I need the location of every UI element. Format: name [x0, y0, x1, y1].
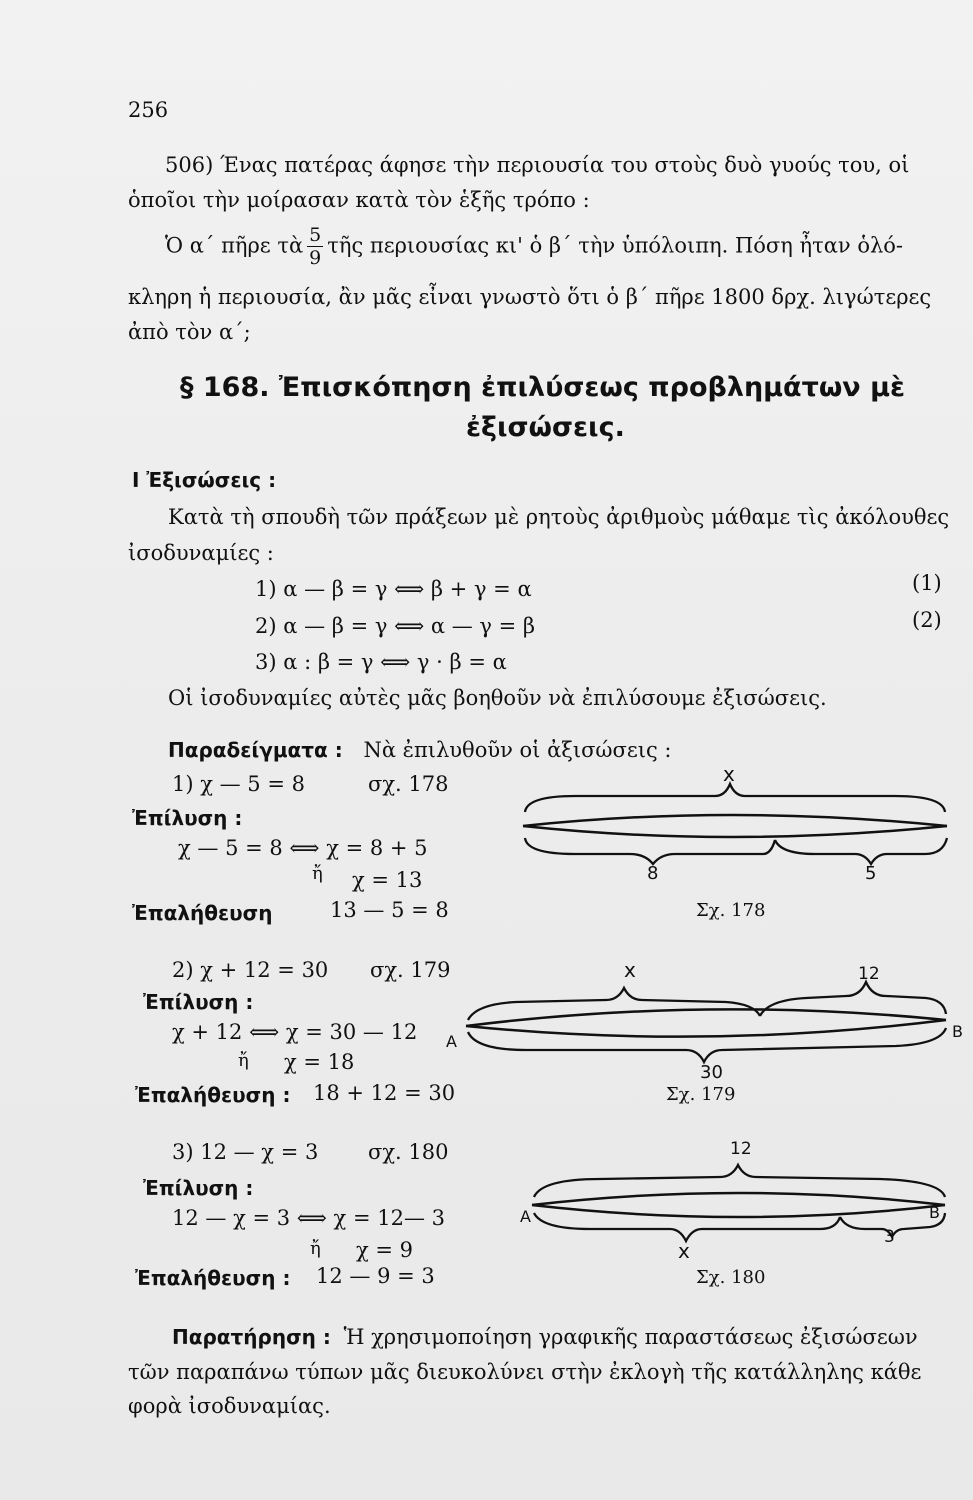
figure-180: [520, 1139, 965, 1275]
segment-lower-arc: [523, 826, 947, 837]
example-3-equation: 3) 12 — χ = 3: [172, 1140, 319, 1164]
problem-line-3-start: Ὁ α΄ πῆρε τὰ: [165, 233, 304, 258]
example-3-check: 12 — 9 = 3: [316, 1264, 435, 1288]
figure-178-label-8: 8: [647, 863, 659, 884]
example-1-equation: 1) χ — 5 = 8: [172, 772, 305, 796]
remark-line-2: τῶν παραπάνω τύπων μᾶς διευκολύνει στὴν ἐκλογὴ τῆς κατάλληλης κάθε: [128, 1360, 922, 1384]
fraction-denominator: 9: [309, 247, 322, 269]
equivalence-3: 3) α : β = γ ⟺ γ · β = α: [255, 650, 507, 674]
example-1-check: 13 — 5 = 8: [330, 898, 449, 922]
example-2-check: 18 + 12 = 30: [313, 1081, 456, 1105]
page-number: 256: [128, 98, 169, 122]
equivalences-help-text: Οἱ ἰσοδυναμίες αὐτὲς μᾶς βοηθοῦν νὰ ἐπιλύσουμε ἐξισώσεις.: [168, 686, 827, 710]
segment-upper-arc: [466, 1009, 946, 1026]
section-title-line-1: § 168. Ἐπισκόπηση ἐπιλύσεως προβλημάτων μὲ: [180, 372, 905, 403]
segment-lower-arc: [466, 1020, 946, 1037]
figure-180-caption: Σχ. 180: [696, 1267, 766, 1288]
brace-8: [525, 838, 775, 864]
remark-text-1: Ἡ χρησιμοποίηση γραφικῆς παραστάσεως ἐξισώσεων: [343, 1325, 918, 1349]
figure-179: [446, 958, 966, 1083]
brace-5: [775, 838, 947, 864]
remark-label: Παρατήρηση :: [172, 1325, 331, 1349]
example-1-solution-label: Ἐπίλυση :: [132, 806, 243, 830]
figure-180-label-12: 12: [730, 1139, 752, 1159]
example-2-step-1: χ + 12 ⟺ χ = 30 — 12: [172, 1020, 418, 1044]
figure-180-label-b: B: [929, 1203, 940, 1222]
example-1-step-1: χ — 5 = 8 ⟺ χ = 8 + 5: [178, 836, 428, 860]
example-1-step-2: χ = 13: [352, 868, 423, 892]
figure-179-label-x: x: [624, 958, 636, 982]
equivalence-2-number: (2): [912, 608, 942, 632]
example-2-solution-label: Ἐπίλυση :: [143, 990, 254, 1014]
segment-lower-arc: [532, 1205, 945, 1217]
figure-179-label-30: 30: [700, 1062, 723, 1083]
brace-x: [468, 988, 760, 1020]
segment-upper-arc: [532, 1193, 945, 1205]
example-3-step-1: 12 — χ = 3 ⟺ χ = 12— 3: [172, 1206, 445, 1230]
figure-178-caption: Σχ. 178: [696, 900, 766, 921]
problem-line-2: ὁποῖοι τὴν μοίρασαν κατὰ τὸν ἑξῆς τρόπο :: [128, 188, 590, 212]
subsection-heading: Ι Ἐξισώσεις :: [132, 468, 277, 492]
section-title-line-2: ἐξισώσεις.: [466, 412, 625, 443]
example-2-equation: 2) χ + 12 = 30: [172, 958, 329, 982]
remark-line-1: [172, 1325, 918, 1349]
example-3-solution-label: Ἐπίλυση :: [143, 1176, 254, 1200]
example-1-or: ἤ: [312, 863, 323, 884]
example-3-check-label: Ἐπαλήθευση :: [135, 1266, 291, 1290]
equivalence-1-number: (1): [912, 571, 942, 595]
figure-179-caption: Σχ. 179: [666, 1084, 736, 1105]
example-3-figure-ref: σχ. 180: [368, 1140, 449, 1164]
figure-178: [515, 762, 955, 888]
segment-upper-arc: [523, 815, 947, 826]
brace-x: [525, 784, 945, 812]
problem-line-1: 506) Ένας πατέρας άφησε τὴν περιουσία του στοὺς δυὸ γυούς του, οἱ: [165, 153, 910, 177]
examples-label: Παραδείγματα :: [168, 738, 343, 762]
figure-178-label-x: x: [723, 762, 735, 786]
figure-180-label-a: A: [520, 1207, 531, 1226]
example-3-or: ἤ: [310, 1238, 321, 1259]
example-3-step-2: χ = 9: [356, 1238, 414, 1262]
figure-180-label-x: x: [678, 1239, 690, 1263]
intro-line-2: ἰσοδυναμίες :: [128, 541, 274, 565]
example-2-step-2: χ = 18: [284, 1050, 355, 1074]
examples-text: Νὰ ἐπιλυθοῦν οἱ ἀξισώσεις :: [363, 738, 672, 762]
remark-line-3: φορὰ ἰσοδυναμίας.: [128, 1394, 331, 1418]
example-2-figure-ref: σχ. 179: [370, 958, 451, 982]
example-1-check-label: Ἐπαλήθευση: [132, 901, 273, 925]
problem-line-4: κληρη ἡ περιουσία, ἂν μᾶς εἶναι γνωστὸ ὅτι ὁ β΄ πῆρε 1800 δρχ. λιγώτερες: [128, 285, 932, 309]
figure-178-label-5: 5: [865, 863, 877, 884]
figure-179-label-a: A: [446, 1032, 457, 1051]
example-1-figure-ref: σχ. 178: [368, 772, 449, 796]
equivalence-1: 1) α — β = γ ⟺ β + γ = α: [255, 577, 532, 601]
problem-line-5: ἀπὸ τὸν α΄;: [128, 320, 251, 344]
example-2-or: ἤ: [238, 1050, 249, 1071]
problem-line-3-end: τῆς περιουσίας κι' ὁ β΄ τὴν ὑπόλοιπη. Πόση ἦταν ὁλό-: [327, 233, 904, 258]
figure-179-label-b: B: [952, 1022, 963, 1041]
figure-180-label-3: 3: [884, 1227, 895, 1247]
figure-179-label-12: 12: [858, 964, 880, 984]
problem-line-3: [165, 226, 903, 268]
figure-178-drawing: [515, 768, 955, 888]
fraction-five-ninths: [307, 226, 323, 268]
intro-line-1: Κατὰ τὴ σπουδὴ τῶν πράξεων μὲ ρητοὺς ἀριθμοὺς μάθαμε τὶς ἀκόλουθες: [168, 505, 950, 529]
example-2-check-label: Ἐπαλήθευση :: [135, 1083, 291, 1107]
fraction-numerator: 5: [309, 224, 322, 246]
examples-line: [168, 738, 672, 762]
figure-180-drawing: [520, 1145, 965, 1275]
equivalence-2: 2) α — β = γ ⟺ α — γ = β: [255, 614, 536, 638]
